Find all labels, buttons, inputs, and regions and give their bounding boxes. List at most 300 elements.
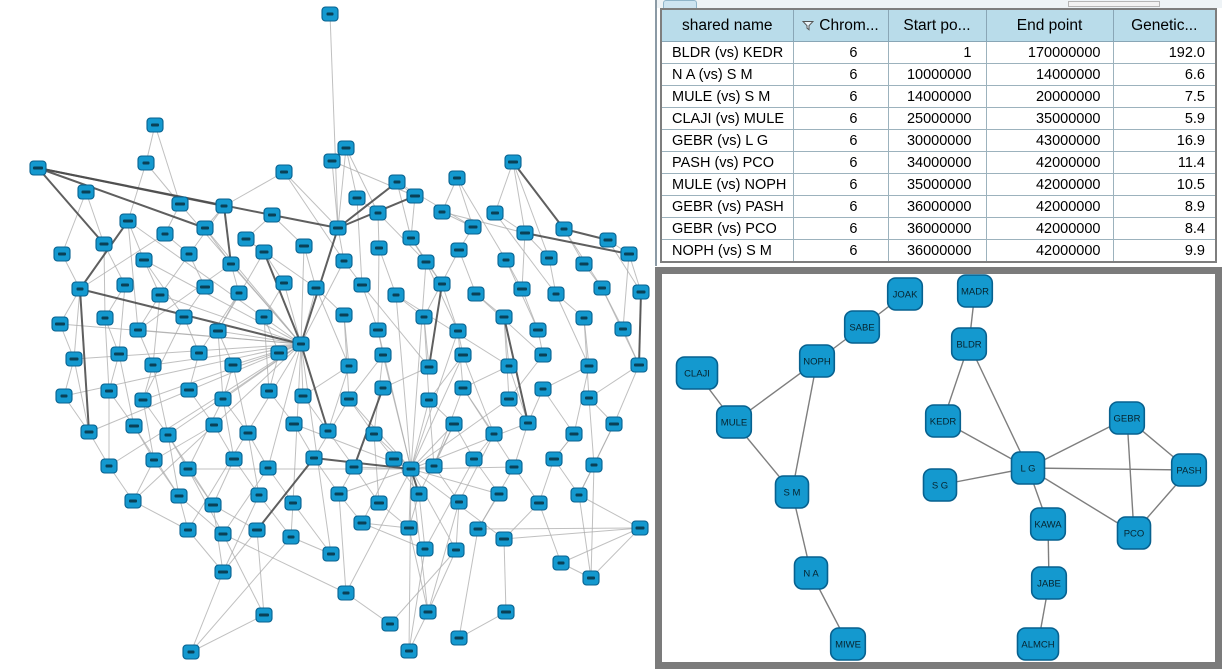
graph-edge[interactable] [513,162,564,229]
graph-edge[interactable] [411,469,456,550]
graph-edge[interactable] [338,182,397,228]
graph-node[interactable] [238,232,254,246]
graph-node[interactable] [56,389,72,403]
table-cell[interactable]: GEBR (vs) L G [661,130,793,152]
table-cell[interactable]: 42000000 [986,218,1113,240]
graph-node[interactable] [181,383,197,397]
graph-node-pco[interactable] [1118,517,1151,549]
graph-edge[interactable] [428,550,456,612]
table-row[interactable] [661,218,1216,240]
graph-node[interactable] [78,185,94,199]
graph-node-kedr[interactable] [926,405,961,437]
graph-node[interactable] [349,191,365,205]
graph-node[interactable] [389,175,405,189]
graph-edge[interactable] [513,162,525,233]
column-header-start-po-[interactable] [888,9,986,42]
graph-node[interactable] [336,308,352,322]
graph-node[interactable] [401,644,417,658]
node-label-smudge [491,433,498,436]
table-cell[interactable]: GEBR (vs) PASH [661,196,793,218]
graph-node[interactable] [586,458,602,472]
graph-node[interactable] [54,247,70,261]
node-label-smudge [553,293,560,296]
table-cell[interactable]: MULE (vs) NOPH [661,174,793,196]
graph-node-madr[interactable] [958,275,993,307]
graph-node[interactable] [197,280,213,294]
graph-node[interactable] [146,453,162,467]
graph-node[interactable] [171,489,187,503]
table-row[interactable] [661,42,1216,64]
graph-node-almch[interactable] [1018,628,1059,660]
graph-edge[interactable] [614,365,639,424]
graph-node[interactable] [388,288,404,302]
graph-node[interactable] [286,417,302,431]
table-cell[interactable]: 14000000 [986,64,1113,86]
graph-edge[interactable] [378,248,379,330]
graph-node-joak[interactable] [888,278,923,310]
node-label-smudge [421,316,428,319]
panel-tab[interactable] [663,0,697,8]
graph-edge[interactable] [556,294,589,366]
graph-node[interactable] [136,253,152,267]
graph-node[interactable] [548,287,564,301]
graph-node[interactable] [330,221,346,235]
graph-node[interactable] [633,285,649,299]
graph-node[interactable] [426,459,442,473]
graph-node[interactable] [530,323,546,337]
graph-node[interactable] [370,206,386,220]
graph-node[interactable] [215,565,231,579]
table-row[interactable] [661,86,1216,108]
column-header-chrom-[interactable] [793,9,888,42]
graph-node[interactable] [147,118,163,132]
graph-node[interactable] [223,257,239,271]
graph-node[interactable] [576,257,592,271]
graph-edge[interactable] [86,192,104,244]
table-cell[interactable]: 11.4 [1113,152,1216,174]
table-cell[interactable]: 16.9 [1113,130,1216,152]
table-row[interactable] [661,240,1216,263]
table-cell[interactable]: 35000000 [986,108,1113,130]
graph-node[interactable] [296,239,312,253]
graph-node[interactable] [323,547,339,561]
graph-node[interactable] [206,418,222,432]
graph-node[interactable] [130,323,146,337]
graph-node[interactable] [535,382,551,396]
graph-node[interactable] [498,605,514,619]
graph-edge[interactable] [504,539,506,612]
graph-node[interactable] [276,165,292,179]
graph-node[interactable] [176,310,192,324]
graph-node[interactable] [632,521,648,535]
graph-node[interactable] [451,243,467,257]
table-cell[interactable]: 6 [793,42,888,64]
horizontal-scrollbar-thumb[interactable] [1068,1,1160,7]
graph-node[interactable] [468,287,484,301]
graph-node[interactable] [346,460,362,474]
graph-node[interactable] [496,532,512,546]
graph-edge[interactable] [522,233,525,289]
graph-node[interactable] [449,171,465,185]
table-cell[interactable]: 10.5 [1113,174,1216,196]
graph-node-gebr[interactable] [1110,402,1145,434]
graph-node[interactable] [514,282,530,296]
graph-node-miwe[interactable] [831,628,866,660]
graph-node[interactable] [466,452,482,466]
graph-node[interactable] [331,487,347,501]
graph-edge[interactable] [591,528,640,578]
table-row[interactable] [661,152,1216,174]
graph-node[interactable] [320,424,336,438]
graph-node[interactable] [487,206,503,220]
table-cell[interactable]: GEBR (vs) PCO [661,218,793,240]
table-cell[interactable]: 6 [793,64,888,86]
graph-node[interactable] [382,617,398,631]
table-row[interactable] [661,196,1216,218]
graph-node[interactable] [450,324,466,338]
graph-node[interactable] [180,523,196,537]
graph-node[interactable] [517,226,533,240]
graph-edge[interactable] [579,495,591,578]
graph-node[interactable] [160,428,176,442]
graph-node[interactable] [501,392,517,406]
table-row[interactable] [661,130,1216,152]
graph-node-mule[interactable] [717,406,752,438]
table-cell[interactable]: 35000000 [888,174,986,196]
graph-edge[interactable] [191,615,264,652]
graph-edge[interactable] [128,163,146,221]
graph-node[interactable] [418,255,434,269]
graph-edge[interactable] [284,172,344,261]
graph-edge[interactable] [272,215,338,228]
table-cell[interactable]: NOPH (vs) S M [661,240,793,263]
graph-node[interactable] [256,608,272,622]
graph-node[interactable] [556,222,572,236]
table-cell[interactable]: PASH (vs) PCO [661,152,793,174]
graph-node[interactable] [172,197,188,211]
graph-node[interactable] [283,530,299,544]
graph-node[interactable] [354,516,370,530]
graph-node[interactable] [451,631,467,645]
graph-node[interactable] [261,384,277,398]
graph-node[interactable] [256,245,272,259]
table-cell[interactable]: 6 [793,196,888,218]
graph-node[interactable] [470,522,486,536]
graph-node[interactable] [600,233,616,247]
column-header-end-point[interactable] [986,9,1113,42]
graph-node[interactable] [125,494,141,508]
graph-node-l-g[interactable] [1012,452,1045,484]
graph-node[interactable] [72,282,88,296]
filter-funnel-icon[interactable] [802,20,814,31]
graph-node[interactable] [371,496,387,510]
graph-node[interactable] [101,384,117,398]
table-cell[interactable]: 6 [793,152,888,174]
graph-node[interactable] [126,419,142,433]
table-cell[interactable]: 170000000 [986,42,1113,64]
graph-node[interactable] [403,462,419,476]
graph-node[interactable] [407,189,423,203]
graph-edge[interactable] [224,172,284,206]
graph-node[interactable] [306,451,322,465]
graph-node[interactable] [191,346,207,360]
graph-node[interactable] [111,347,127,361]
graph-edge[interactable] [589,398,594,465]
graph-node[interactable] [52,317,68,331]
graph-node[interactable] [403,231,419,245]
column-header-shared-name[interactable] [661,9,793,42]
graph-node[interactable] [451,495,467,509]
graph-node[interactable] [416,310,432,324]
graph-node[interactable] [240,426,256,440]
graph-node[interactable] [546,452,562,466]
graph-node[interactable] [260,461,276,475]
table-cell[interactable]: 36000000 [888,196,986,218]
table-cell[interactable]: CLAJI (vs) MULE [661,108,793,130]
graph-node-claji[interactable] [677,357,718,389]
graph-node[interactable] [336,254,352,268]
graph-node[interactable] [308,281,324,295]
graph-node[interactable] [375,381,391,395]
table-row[interactable] [661,174,1216,196]
graph-edge[interactable] [969,344,1028,468]
graph-node[interactable] [285,496,301,510]
graph-edge[interactable] [792,361,817,492]
table-cell[interactable]: 6 [793,174,888,196]
table-cell[interactable]: 6 [793,108,888,130]
graph-node-s-m[interactable] [776,476,809,508]
graph-node[interactable] [531,496,547,510]
graph-node[interactable] [145,358,161,372]
table-cell[interactable]: 36000000 [888,218,986,240]
table-cell[interactable]: 6 [793,218,888,240]
graph-node-jabe[interactable] [1032,567,1067,599]
table-cell[interactable]: 10000000 [888,64,986,86]
graph-edge[interactable] [396,295,411,469]
graph-node[interactable] [120,214,136,228]
graph-node[interactable] [581,359,597,373]
graph-edge[interactable] [191,537,291,652]
graph-node-s-g[interactable] [924,469,957,501]
graph-node[interactable] [583,571,599,585]
graph-node[interactable] [411,487,427,501]
graph-node-bldr[interactable] [952,328,987,360]
network-canvas-detail[interactable] [655,267,1222,669]
graph-edge[interactable] [191,572,223,652]
graph-node[interactable] [249,523,265,537]
graph-node[interactable] [324,154,340,168]
graph-node[interactable] [135,393,151,407]
graph-node[interactable] [455,381,471,395]
graph-node[interactable] [157,227,173,241]
graph-edge[interactable] [301,344,331,554]
graph-node[interactable] [434,277,450,291]
graph-node[interactable] [434,205,450,219]
graph-node-noph[interactable] [800,345,835,377]
graph-node[interactable] [341,359,357,373]
graph-node[interactable] [606,417,622,431]
graph-node[interactable] [81,425,97,439]
table-cell[interactable]: 192.0 [1113,42,1216,64]
graph-node[interactable] [375,348,391,362]
table-cell[interactable]: MULE (vs) S M [661,86,793,108]
graph-node[interactable] [553,556,569,570]
graph-node[interactable] [66,352,82,366]
graph-node[interactable] [486,427,502,441]
table-cell[interactable]: 6 [793,240,888,263]
graph-node[interactable] [256,310,272,324]
graph-node[interactable] [506,460,522,474]
graph-node[interactable] [341,392,357,406]
table-cell[interactable]: 36000000 [888,240,986,263]
graph-node[interactable] [420,605,436,619]
graph-node[interactable] [197,221,213,235]
graph-edge[interactable] [301,246,304,344]
graph-node[interactable] [276,276,292,290]
graph-node[interactable] [216,199,232,213]
graph-node[interactable] [581,391,597,405]
graph-node[interactable] [264,208,280,222]
graph-edge[interactable] [301,344,328,431]
graph-node[interactable] [566,427,582,441]
graph-edge[interactable] [119,285,125,354]
graph-node[interactable] [183,645,199,659]
graph-node[interactable] [251,488,267,502]
graph-node[interactable] [225,358,241,372]
graph-node[interactable] [535,348,551,362]
graph-edge[interactable] [330,14,338,228]
graph-node[interactable] [181,247,197,261]
graph-node[interactable] [501,359,517,373]
graph-edge[interactable] [429,284,442,367]
graph-node[interactable] [338,141,354,155]
graph-node[interactable] [448,543,464,557]
graph-node[interactable] [322,7,338,21]
table-cell[interactable]: 25000000 [888,108,986,130]
graph-node-kawa[interactable] [1031,508,1066,540]
table-cell[interactable]: 20000000 [986,86,1113,108]
table-cell[interactable]: 42000000 [986,174,1113,196]
graph-edge[interactable] [74,289,80,359]
graph-node[interactable] [226,452,242,466]
graph-node[interactable] [354,278,370,292]
graph-edge[interactable] [153,295,160,365]
graph-node[interactable] [421,360,437,374]
graph-node[interactable] [96,237,112,251]
graph-node[interactable] [465,220,481,234]
graph-node[interactable] [101,459,117,473]
graph-node[interactable] [152,288,168,302]
graph-edge[interactable] [1028,468,1189,470]
graph-edge[interactable] [639,292,641,365]
graph-node[interactable] [621,247,637,261]
graph-node[interactable] [571,488,587,502]
graph-node[interactable] [138,156,154,170]
graph-edge[interactable] [105,318,109,391]
graph-node[interactable] [594,281,610,295]
graph-node[interactable] [370,323,386,337]
graph-node-n-a[interactable] [795,557,828,589]
table-cell[interactable]: 9.9 [1113,240,1216,263]
table-cell[interactable]: 34000000 [888,152,986,174]
graph-node[interactable] [417,542,433,556]
graph-node[interactable] [446,417,462,431]
table-cell[interactable]: 42000000 [986,152,1113,174]
graph-node-sabe[interactable] [845,311,880,343]
table-cell[interactable]: 30000000 [888,130,986,152]
graph-node[interactable] [615,322,631,336]
graph-node[interactable] [421,393,437,407]
table-cell[interactable]: 6.6 [1113,64,1216,86]
graph-node-pash[interactable] [1172,454,1207,486]
table-cell[interactable]: 5.9 [1113,108,1216,130]
graph-node[interactable] [97,311,113,325]
graph-edge[interactable] [128,221,138,330]
graph-node[interactable] [498,253,514,267]
graph-edge[interactable] [316,288,349,366]
graph-edge[interactable] [591,465,594,578]
graph-node[interactable] [386,452,402,466]
graph-node[interactable] [231,286,247,300]
graph-node[interactable] [491,487,507,501]
graph-node[interactable] [215,392,231,406]
table-cell[interactable]: 6 [793,130,888,152]
graph-node[interactable] [631,358,647,372]
table-cell[interactable]: 43000000 [986,130,1113,152]
table-cell[interactable]: 7.5 [1113,86,1216,108]
graph-node[interactable] [401,521,417,535]
table-cell[interactable]: 8.4 [1113,218,1216,240]
table-cell[interactable]: 6 [793,86,888,108]
graph-node[interactable] [371,241,387,255]
graph-node[interactable] [271,346,287,360]
graph-node[interactable] [520,416,536,430]
graph-edge[interactable] [1127,418,1134,533]
graph-node[interactable] [541,251,557,265]
graph-node[interactable] [30,161,46,175]
graph-node[interactable] [215,527,231,541]
table-cell[interactable]: BLDR (vs) KEDR [661,42,793,64]
graph-edge[interactable] [478,528,640,529]
table-cell[interactable]: 14000000 [888,86,986,108]
graph-node[interactable] [338,586,354,600]
table-row[interactable] [661,64,1216,86]
graph-edge[interactable] [495,162,513,213]
table-cell[interactable]: N A (vs) S M [661,64,793,86]
graph-node[interactable] [210,324,226,338]
graph-edge[interactable] [397,182,473,227]
column-header-genetic-[interactable] [1113,9,1216,42]
graph-node[interactable] [576,311,592,325]
table-cell[interactable]: 42000000 [986,196,1113,218]
graph-edge[interactable] [579,495,640,528]
graph-node[interactable] [295,389,311,403]
graph-node[interactable] [117,278,133,292]
table-cell[interactable]: 1 [888,42,986,64]
graph-node[interactable] [496,310,512,324]
graph-node[interactable] [455,348,471,362]
graph-node[interactable] [366,427,382,441]
table-row[interactable] [661,108,1216,130]
graph-edge[interactable] [339,494,346,593]
table-cell[interactable]: 8.9 [1113,196,1216,218]
graph-node[interactable] [293,337,309,351]
table-cell[interactable]: 42000000 [986,240,1113,263]
graph-node[interactable] [180,462,196,476]
graph-edge[interactable] [539,503,561,563]
graph-node[interactable] [205,498,221,512]
graph-node[interactable] [505,155,521,169]
